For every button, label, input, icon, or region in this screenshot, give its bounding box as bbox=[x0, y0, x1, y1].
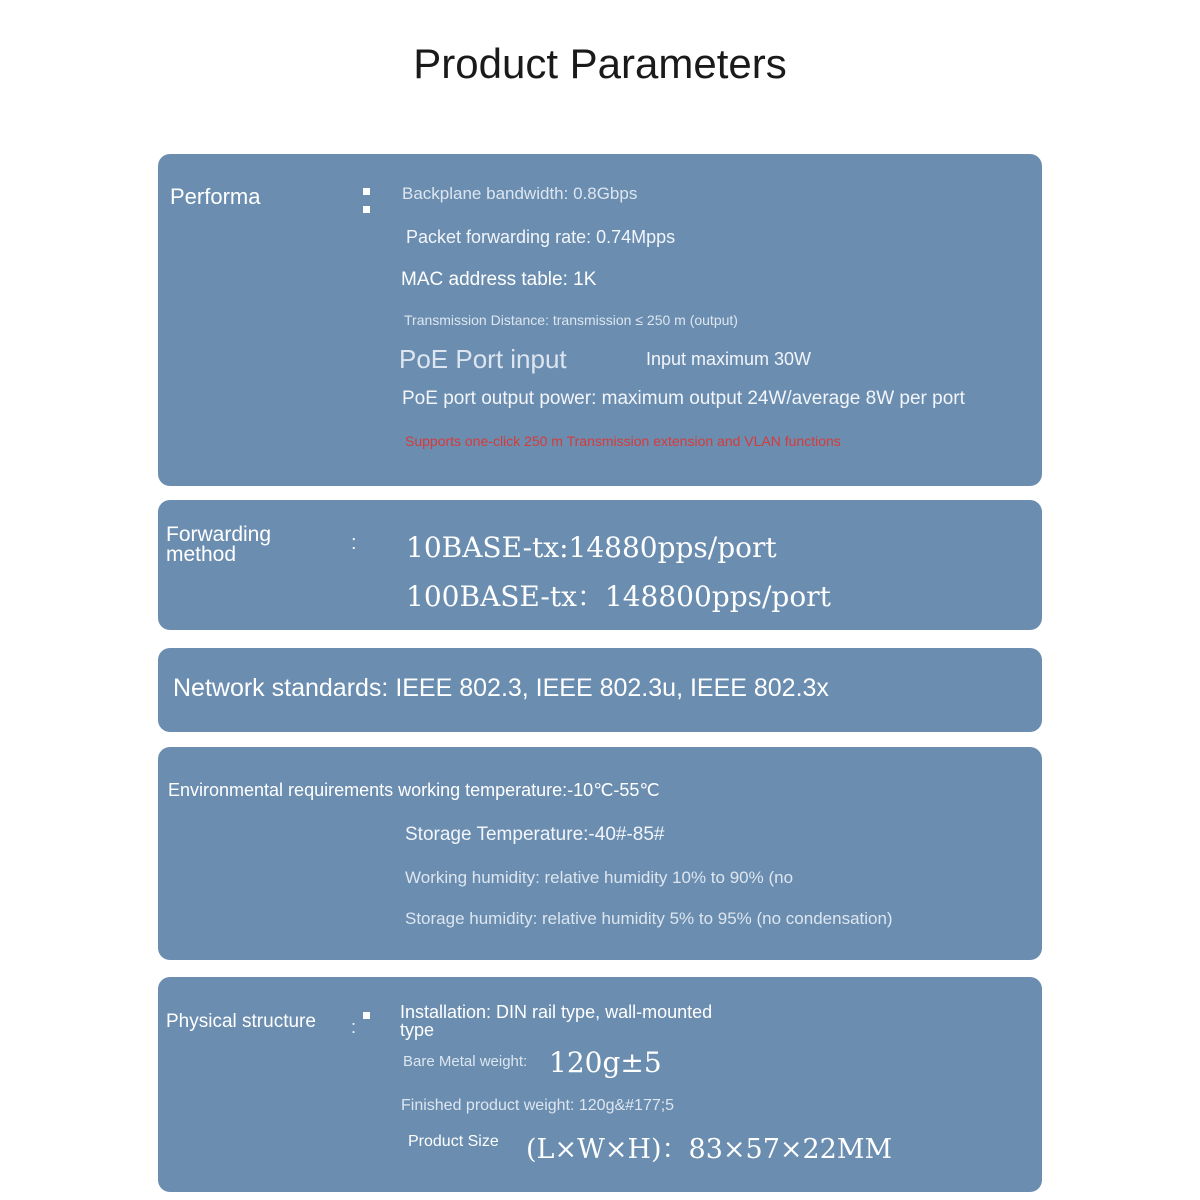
product-size-value: (L×W×H)：83×57×22MM bbox=[526, 1134, 893, 1165]
network-standards: Network standards: IEEE 802.3, IEEE 802.3u, IEEE 802.3x bbox=[173, 674, 829, 702]
installation-line1: Installation: DIN rail type, wall-mounted bbox=[400, 1002, 713, 1022]
product-size-label: Product Size bbox=[408, 1133, 499, 1150]
forwarding-heading-line1: Forwarding bbox=[166, 523, 272, 546]
environment-card bbox=[158, 747, 1042, 960]
forwarding-card bbox=[158, 500, 1042, 630]
packet-forwarding-rate: Packet forwarding rate: 0.74Mpps bbox=[406, 227, 676, 247]
poe-input-value: Input maximum 30W bbox=[646, 349, 812, 369]
finished-product-weight: Finished product weight: 120g&#177;5 bbox=[401, 1097, 675, 1114]
working-humidity: Working humidity: relative humidity 10% to 90% (no bbox=[405, 868, 794, 887]
network-card bbox=[158, 648, 1042, 732]
working-temperature: Environmental requirements working temperature:-10℃-55℃ bbox=[168, 780, 660, 800]
supports-note: Supports one-click 250 m Transmission extension and VLAN functions bbox=[405, 433, 841, 449]
bare-weight-value: 120g±5 bbox=[549, 1046, 662, 1079]
forwarding-heading-line2: method bbox=[166, 543, 237, 566]
storage-temperature: Storage Temperature:-40#-85# bbox=[405, 824, 665, 845]
colon-mark: : bbox=[351, 1017, 357, 1037]
colon-mark: : bbox=[351, 532, 357, 554]
poe-port-input-label: PoE Port input bbox=[399, 344, 567, 374]
bare-weight-label: Bare Metal weight: bbox=[403, 1053, 528, 1070]
installation-line2: type bbox=[400, 1020, 435, 1040]
backplane-bandwidth: Backplane bandwidth: 0.8Gbps bbox=[402, 184, 638, 203]
bullet-icon bbox=[363, 206, 370, 213]
page-title: Product Parameters bbox=[413, 40, 787, 87]
mac-address-table: MAC address table: 1K bbox=[401, 269, 597, 290]
performance-heading: Performa bbox=[170, 184, 261, 209]
bullet-icon bbox=[363, 188, 370, 195]
physical-heading: Physical structure bbox=[166, 1011, 316, 1032]
physical-card bbox=[158, 977, 1042, 1192]
poe-output-power: PoE port output power: maximum output 24W/average 8W per port bbox=[402, 388, 965, 409]
bullet-icon bbox=[363, 1012, 370, 1019]
performance-card bbox=[158, 154, 1042, 486]
forwarding-10base: 10BASE-tx:14880pps/port bbox=[406, 531, 777, 564]
storage-humidity: Storage humidity: relative humidity 5% to 95% (no condensation) bbox=[405, 909, 893, 928]
forwarding-100base: 100BASE-tx：148800pps/port bbox=[406, 580, 831, 613]
transmission-distance: Transmission Distance: transmission ≤ 250 m (output) bbox=[404, 312, 738, 328]
